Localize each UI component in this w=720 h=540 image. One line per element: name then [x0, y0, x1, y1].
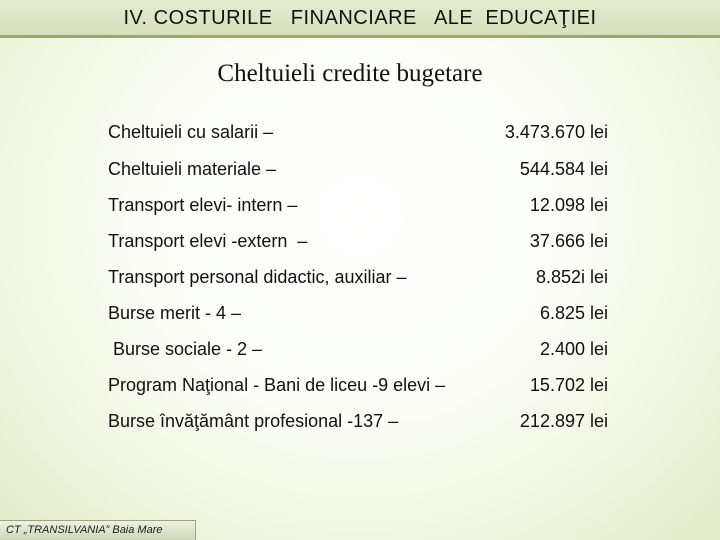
footer-banner	[0, 520, 196, 540]
footer-text: CT „TRANSILVANIA” Baia Mare	[6, 524, 163, 536]
item-label: Program Naţional - Bani de liceu -9 elevi –	[108, 375, 446, 395]
item-value: 3.473.670 lei	[504, 122, 608, 142]
item-value: 2.400 lei	[539, 339, 608, 359]
item-label: Cheltuieli cu salarii –	[108, 122, 274, 142]
item-value: 12.098 lei	[529, 195, 608, 215]
item-label: Transport elevi -extern –	[108, 231, 308, 251]
item-label: Transport personal didactic, auxiliar –	[108, 267, 407, 287]
item-label: Burse merit - 4 –	[108, 303, 242, 323]
item-label: Burse sociale - 2 –	[108, 339, 263, 359]
list-item	[108, 195, 608, 223]
list-item	[108, 159, 608, 187]
list-item	[108, 375, 608, 403]
header-bar	[0, 0, 720, 38]
list-item	[108, 339, 608, 367]
list-item	[108, 231, 608, 259]
item-value: 212.897 lei	[519, 411, 608, 431]
item-label: Cheltuieli materiale –	[108, 159, 277, 179]
section-subtitle: Cheltuieli credite bugetare	[217, 60, 483, 87]
item-value: 6.825 lei	[539, 303, 608, 323]
item-value: 37.666 lei	[529, 231, 608, 251]
page-title: IV. COSTURILE FINANCIARE ALE EDUCAŢIEI	[123, 7, 597, 29]
list-item	[108, 122, 608, 150]
item-value: 8.852i lei	[535, 267, 608, 287]
list-item	[108, 267, 608, 295]
item-label: Transport elevi- intern –	[108, 195, 298, 215]
item-label: Burse învăţământ profesional -137 –	[108, 411, 399, 431]
item-value: 544.584 lei	[519, 159, 608, 179]
list-item	[108, 303, 608, 331]
item-value: 15.702 lei	[529, 375, 608, 395]
list-item	[108, 411, 608, 439]
